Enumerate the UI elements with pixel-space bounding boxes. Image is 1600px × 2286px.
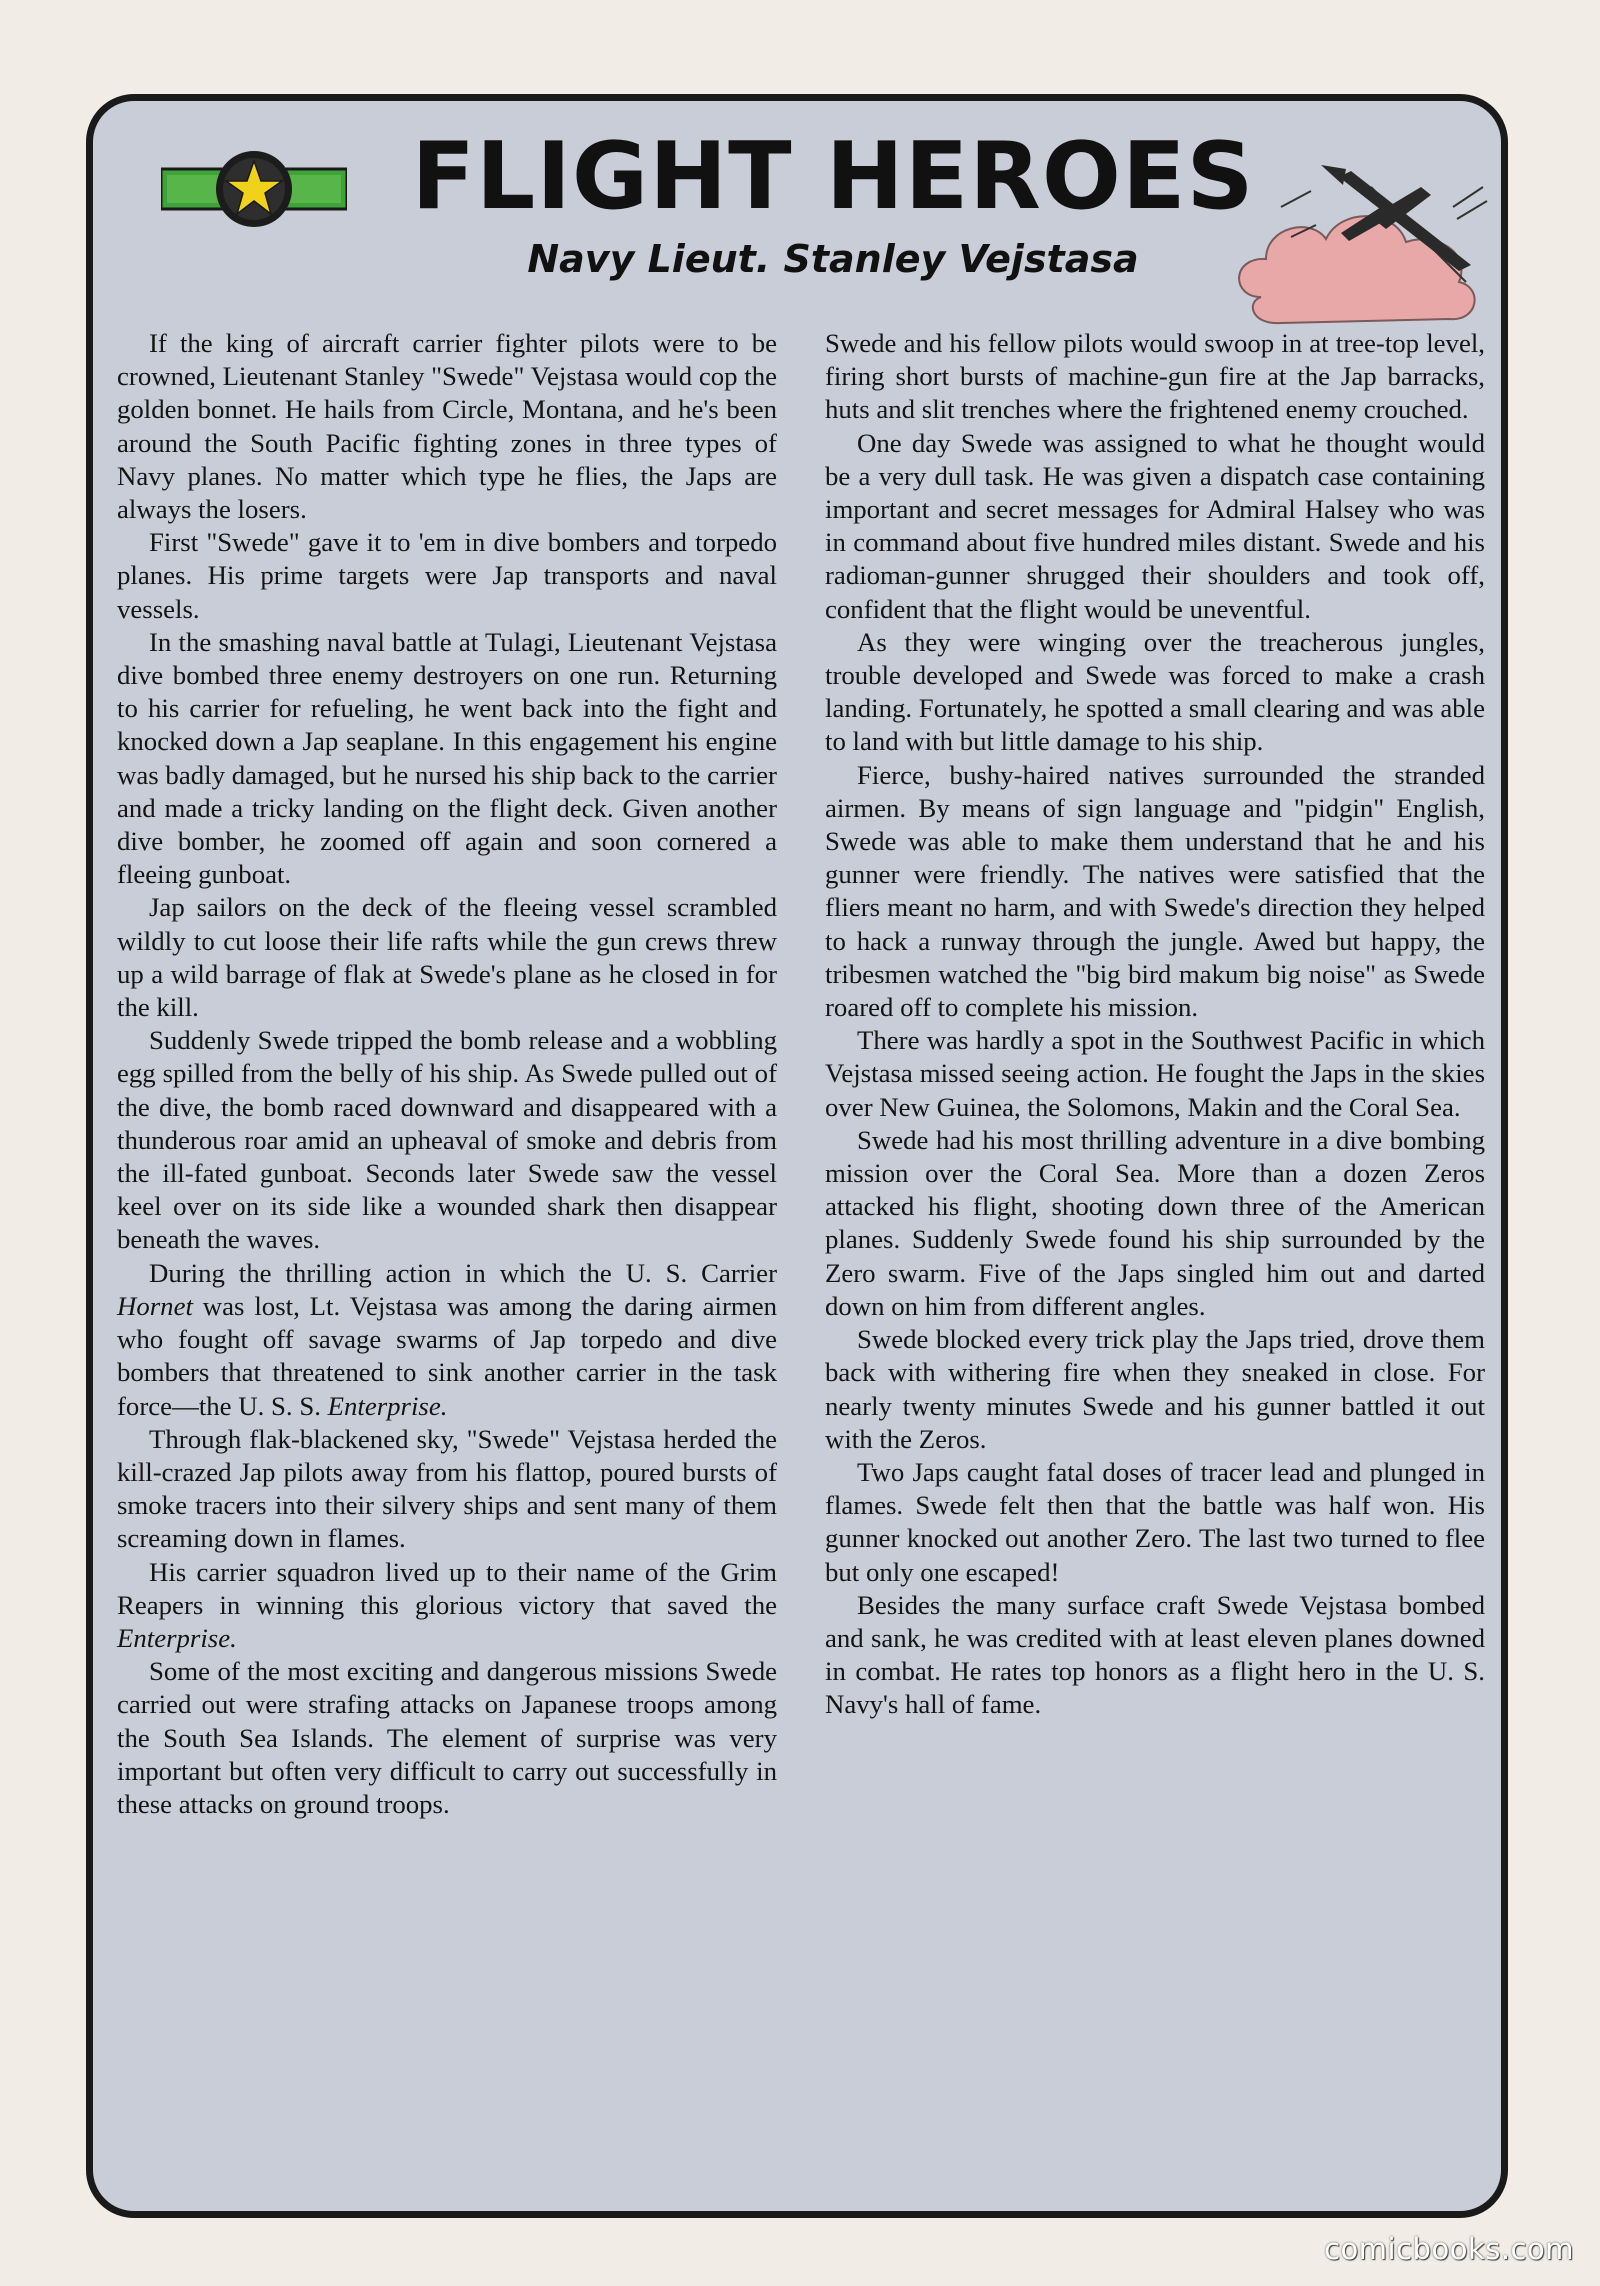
article-paragraph: There was hardly a spot in the Southwest Pacific in which Vejstasa missed seeing action. He fought the Japs in the skies over New Guinea, the Solomons, Makin and the Coral Sea.	[825, 1025, 1485, 1122]
article-paragraph: His carrier squadron lived up to their name of the Grim Reapers in winning this glorious victory that saved the Enterprise.	[117, 1556, 777, 1653]
article-paragraph: Two Japs caught fatal doses of tracer lead and plunged in flames. Swede felt then that the battle was half won. His gunner knocked out another Zero. The last two turned to flee but only one escaped!	[825, 1456, 1485, 1587]
article-paragraph: In the smashing naval battle at Tulagi, Lieutenant Vejstasa dive bombed three enemy destroyers on one run. Returning to his carrier for refueling, he went back into the fight and knocked down a Jap seaplane. In this engagement his engine was badly damaged, but he nursed his ship back to the carrier and made a tricky landing on the flight deck. Given another dive bomber, he zoomed off again and soon cornered a fleeing gunboat.	[117, 626, 777, 890]
right-column	[825, 327, 1485, 2197]
article-paragraph: Swede had his most thrilling adventure in a dive bombing mission over the Coral Sea. More than a dozen Zeros attacked his flight, shooting down three of the American planes. Suddenly Swede found his ship surrounded by the Zero swarm. Five of the Japs singled him out and darted down on him from different angles.	[825, 1124, 1485, 1321]
page-subtitle: Navy Lieut. Stanley Vejstasa	[527, 237, 1139, 281]
article-header	[93, 101, 1501, 321]
article-body	[117, 327, 1485, 2197]
left-column	[117, 327, 777, 2197]
watermark-text: comicbooks.com	[1324, 2232, 1574, 2266]
article-paragraph: During the thrilling action in which the U. S. Carrier Hornet was lost, Lt. Vejstasa was among the daring airmen who fought off savage swarms of Jap torpedo and dive bombers that threatened to sink another carrier in the task force—the U. S. S. Enterprise.	[117, 1257, 777, 1421]
article-panel	[86, 94, 1508, 2218]
article-paragraph: Swede and his fellow pilots would swoop in at tree-top level, firing short bursts of machine-gun fire at the Jap barracks, huts and slit trenches where the frightened enemy crouched.	[825, 328, 1485, 425]
star-wings-insignia-icon	[161, 147, 347, 231]
article-paragraph: Jap sailors on the deck of the fleeing vessel scrambled wildly to cut loose their life rafts while the gun crews threw up a wild barrage of flak at Swede's plane as he closed in for the kill.	[117, 892, 777, 1023]
article-paragraph: As they were winging over the treacherous jungles, trouble developed and Swede was forced to make a crash landing. Fortunately, he spotted a small clearing and was able to land with but little damage to his ship.	[825, 626, 1485, 757]
article-paragraph: If the king of aircraft carrier fighter pilots were to be crowned, Lieutenant Stanley "Swede" Vejstasa would cop the golden bonnet. He hails from Circle, Montana, and he's been around the South Pacific fighting zones in three types of Navy planes. No matter which type he flies, the Japs are always the losers.	[117, 328, 777, 525]
article-paragraph: Besides the many surface craft Swede Vejstasa bombed and sank, he was credited with at least eleven planes downed in combat. He rates top honors as a flight hero in the U. S. Navy's hall of fame.	[825, 1589, 1485, 1720]
page-title: FLIGHT HEROES	[411, 122, 1255, 230]
article-paragraph: Suddenly Swede tripped the bomb release and a wobbling egg spilled from the belly of his ship. As Swede pulled out of the dive, the bomb raced downward and disappeared with a thunderous roar amid an upheaval of smoke and debris from the ill-fated gunboat. Seconds later Swede saw the vessel keel over on its side like a wounded shark then disappear beneath the waves.	[117, 1025, 777, 1255]
diving-plane-cloud-icon	[1221, 147, 1491, 347]
article-paragraph: Through flak-blackened sky, "Swede" Vejstasa herded the kill-crazed Jap pilots away from his flattop, poured bursts of smoke tracers into their silvery ships and sent many of them screaming down in flames.	[117, 1423, 777, 1554]
article-paragraph: Swede blocked every trick play the Japs tried, drove them back with withering fire when they sneaked in close. For nearly twenty minutes Swede and his gunner battled it out with the Zeros.	[825, 1324, 1485, 1454]
article-paragraph: Fierce, bushy-haired natives surrounded the stranded airmen. By means of sign language and "pidgin" English, Swede was able to make them understand that he and his gunner were friendly. The natives were satisfied that the fliers meant no harm, and with Swede's direction they helped to hack a runway through the jungle. Awed but happy, the tribesmen watched the "big bird makum big noise" as Swede roared off to complete his mission.	[825, 759, 1485, 1023]
article-paragraph: One day Swede was assigned to what he thought would be a very dull task. He was given a dispatch case containing important and secret messages for Admiral Halsey who was in command about five hundred miles distant. Swede and his radioman-gunner shrugged their shoulders and took off, confident that the flight would be uneventful.	[825, 427, 1485, 624]
article-paragraph: Some of the most exciting and dangerous missions Swede carried out were strafing attacks on Japanese troops among the South Sea Islands. The element of surprise was very important but often very difficult to carry out successfully in these attacks on ground troops.	[117, 1656, 777, 1819]
article-paragraph: First "Swede" gave it to 'em in dive bombers and torpedo planes. His prime targets were Jap transports and naval vessels.	[117, 527, 777, 624]
